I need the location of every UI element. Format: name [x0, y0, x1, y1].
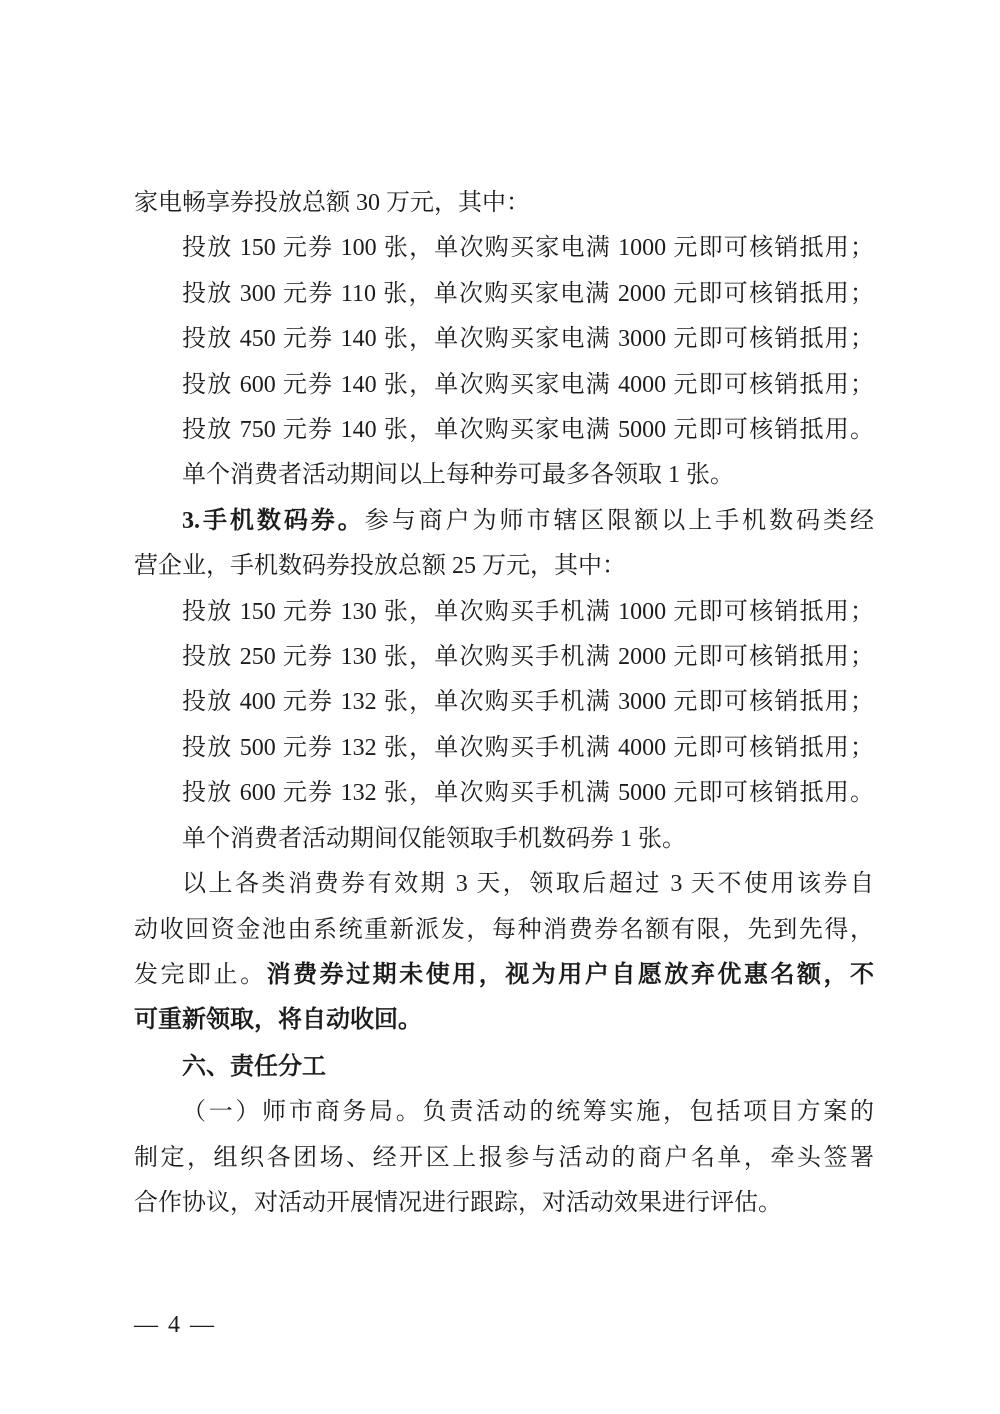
validity-paragraph-line	[134, 998, 874, 1043]
text-run: 投放 450 元券 140 张，单次购买家电满 3000 元即可核销抵用；	[182, 326, 874, 353]
expiry-warning-run: 可重新领取，将自动收回。	[134, 1007, 422, 1034]
voucher-line-phone-600	[134, 771, 874, 816]
text-run: 单个消费者活动期间仅能领取手机数码券 1 张。	[182, 825, 686, 852]
text-run: 营企业，手机数码券投放总额 25 万元，其中：	[134, 553, 626, 580]
text-run: 家电畅享券投放总额 30 万元，其中：	[134, 190, 530, 216]
text-run: 投放 600 元券 132 张，单次购买手机满 5000 元即可核销抵用。	[182, 780, 874, 807]
voucher-line-appliance-300	[134, 272, 874, 317]
text-run: 制定，组织各团场、经开区上报参与活动的商户名单，牵头签署	[134, 1144, 874, 1171]
document-body	[134, 181, 874, 1226]
section-heading-run: 六、责任分工	[182, 1051, 326, 1080]
text-run: 投放 400 元券 132 张，单次购买手机满 3000 元即可核销抵用；	[182, 689, 874, 716]
validity-paragraph-line	[134, 908, 874, 953]
validity-paragraph-line	[134, 862, 874, 907]
voucher-line-appliance-600	[134, 363, 874, 408]
voucher-line-phone-500	[134, 726, 874, 771]
text-line	[134, 453, 874, 498]
voucher-line-appliance-450	[134, 317, 874, 362]
text-run: 动收回资金池由系统重新派发，每种消费券名额有限，先到先得，	[134, 916, 874, 943]
page-number: — 4 —	[134, 1312, 216, 1338]
voucher-line-appliance-750	[134, 408, 874, 453]
text-line	[134, 181, 874, 226]
text-run: 发完即止。	[134, 961, 267, 988]
text-run: 投放 250 元券 130 张，单次购买手机满 2000 元即可核销抵用；	[182, 644, 874, 671]
responsibility-paragraph-line	[134, 1181, 874, 1226]
voucher-line-phone-250	[134, 635, 874, 680]
text-line	[134, 817, 874, 862]
phone-voucher-heading-run: 3.手机数码券。	[182, 507, 365, 534]
voucher-line-phone-400	[134, 680, 874, 725]
text-run: 投放 500 元券 132 张，单次购买手机满 4000 元即可核销抵用；	[182, 734, 874, 761]
text-run: 投放 750 元券 140 张，单次购买家电满 5000 元即可核销抵用。	[182, 417, 874, 444]
text-run: 投放 150 元券 130 张，单次购买手机满 1000 元即可核销抵用；	[182, 598, 874, 625]
text-run: 投放 150 元券 100 张，单次购买家电满 1000 元即可核销抵用；	[182, 235, 874, 262]
text-run: 以上各类消费券有效期 3 天，领取后超过 3 天不使用该券自	[182, 871, 874, 898]
text-run: 投放 600 元券 140 张，单次购买家电满 4000 元即可核销抵用；	[182, 371, 874, 398]
text-run: （一）师市商务局。负责活动的统筹实施，包括项目方案的	[182, 1099, 874, 1126]
voucher-line-phone-150	[134, 590, 874, 635]
section-phone-voucher-intro	[134, 499, 874, 544]
page-footer	[134, 1303, 216, 1348]
text-run: 合作协议，对活动开展情况进行跟踪，对活动效果进行评估。	[134, 1189, 782, 1216]
voucher-line-appliance-150	[134, 226, 874, 271]
text-line	[134, 544, 874, 589]
text-run: 单个消费者活动期间以上每种券可最多各领取 1 张。	[182, 462, 734, 489]
expiry-warning-run: 消费券过期未使用，视为用户自愿放弃优惠名额，不	[266, 961, 874, 988]
section-heading-responsibility	[134, 1044, 874, 1090]
text-run: 投放 300 元券 110 张，单次购买家电满 2000 元即可核销抵用；	[182, 280, 874, 307]
text-run: 参与商户为师市辖区限额以上手机数码类经	[364, 507, 875, 534]
responsibility-paragraph-line	[134, 1136, 874, 1181]
responsibility-paragraph-line	[134, 1090, 874, 1135]
validity-paragraph-line	[134, 953, 874, 998]
